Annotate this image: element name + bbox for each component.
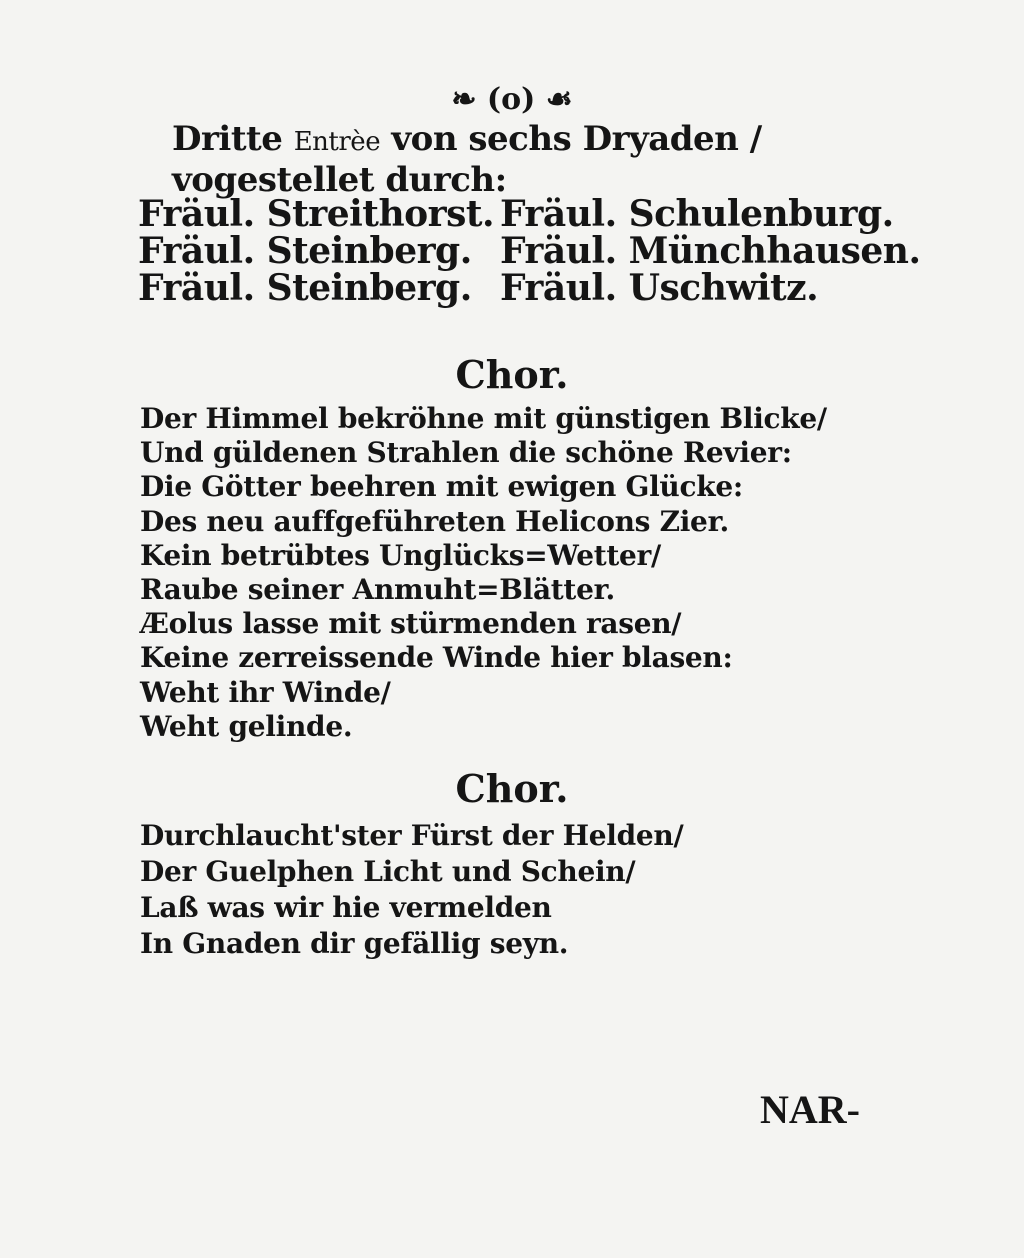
performer-name: Fräul. Steinberg. (138, 230, 472, 272)
chor-heading-1: Chor. (455, 352, 569, 397)
verse-line: Durchlaucht'ster Fürst der Helden/ (140, 819, 684, 852)
verse-line: Weht ihr Winde/ (140, 675, 391, 709)
verse-line: Kein betrübtes Unglücks=Wetter/ (140, 538, 661, 572)
verse-line: Der Guelphen Licht und Schein/ (140, 855, 636, 888)
verse-line: Des neu auffgeführeten Helicons Zier. (140, 504, 729, 538)
chor-verse-2 (140, 818, 900, 962)
chor-heading-2: Chor. (455, 766, 569, 811)
verse-line: Weht gelinde. (140, 709, 353, 743)
performer-name: Fräul. Streithorst. (138, 193, 495, 235)
section-title (172, 120, 862, 199)
verse-line: Laß was wir hie vermelden (140, 891, 552, 924)
title-part-1: Dritte (172, 119, 294, 159)
chor-verse-1 (140, 402, 900, 744)
names-left-column (138, 193, 518, 309)
performer-name: Fräul. Münchhausen. (500, 230, 921, 272)
catchword: NAR- (760, 1087, 860, 1132)
performer-name: Fräul. Uschwitz. (500, 267, 819, 309)
verse-line: Und güldenen Strahlen die schöne Revier: (140, 436, 792, 470)
verse-line: Der Himmel bekröhne mit günstigen Blicke/ (140, 402, 827, 435)
performer-name: Fräul. Steinberg. (138, 267, 472, 309)
verse-line: Die Götter beehren mit ewigen Glücke: (140, 470, 743, 504)
title-entree: Entrèe (293, 127, 381, 157)
title-part-2: von sechs Dryaden / vogestellet durch: (172, 119, 762, 200)
verse-line: Raube seiner Anmuht=Blätter. (140, 573, 615, 607)
performer-name: Fräul. Schulenburg. (500, 193, 894, 235)
page-header-ornament: ❧ (o) ☙ (451, 82, 573, 117)
verse-line: In Gnaden dir gefällig seyn. (140, 927, 569, 960)
names-right-column (500, 193, 921, 309)
verse-line: Æolus lasse mit stürmenden rasen/ (140, 607, 682, 641)
verse-line: Keine zerreissende Winde hier blasen: (140, 641, 733, 675)
